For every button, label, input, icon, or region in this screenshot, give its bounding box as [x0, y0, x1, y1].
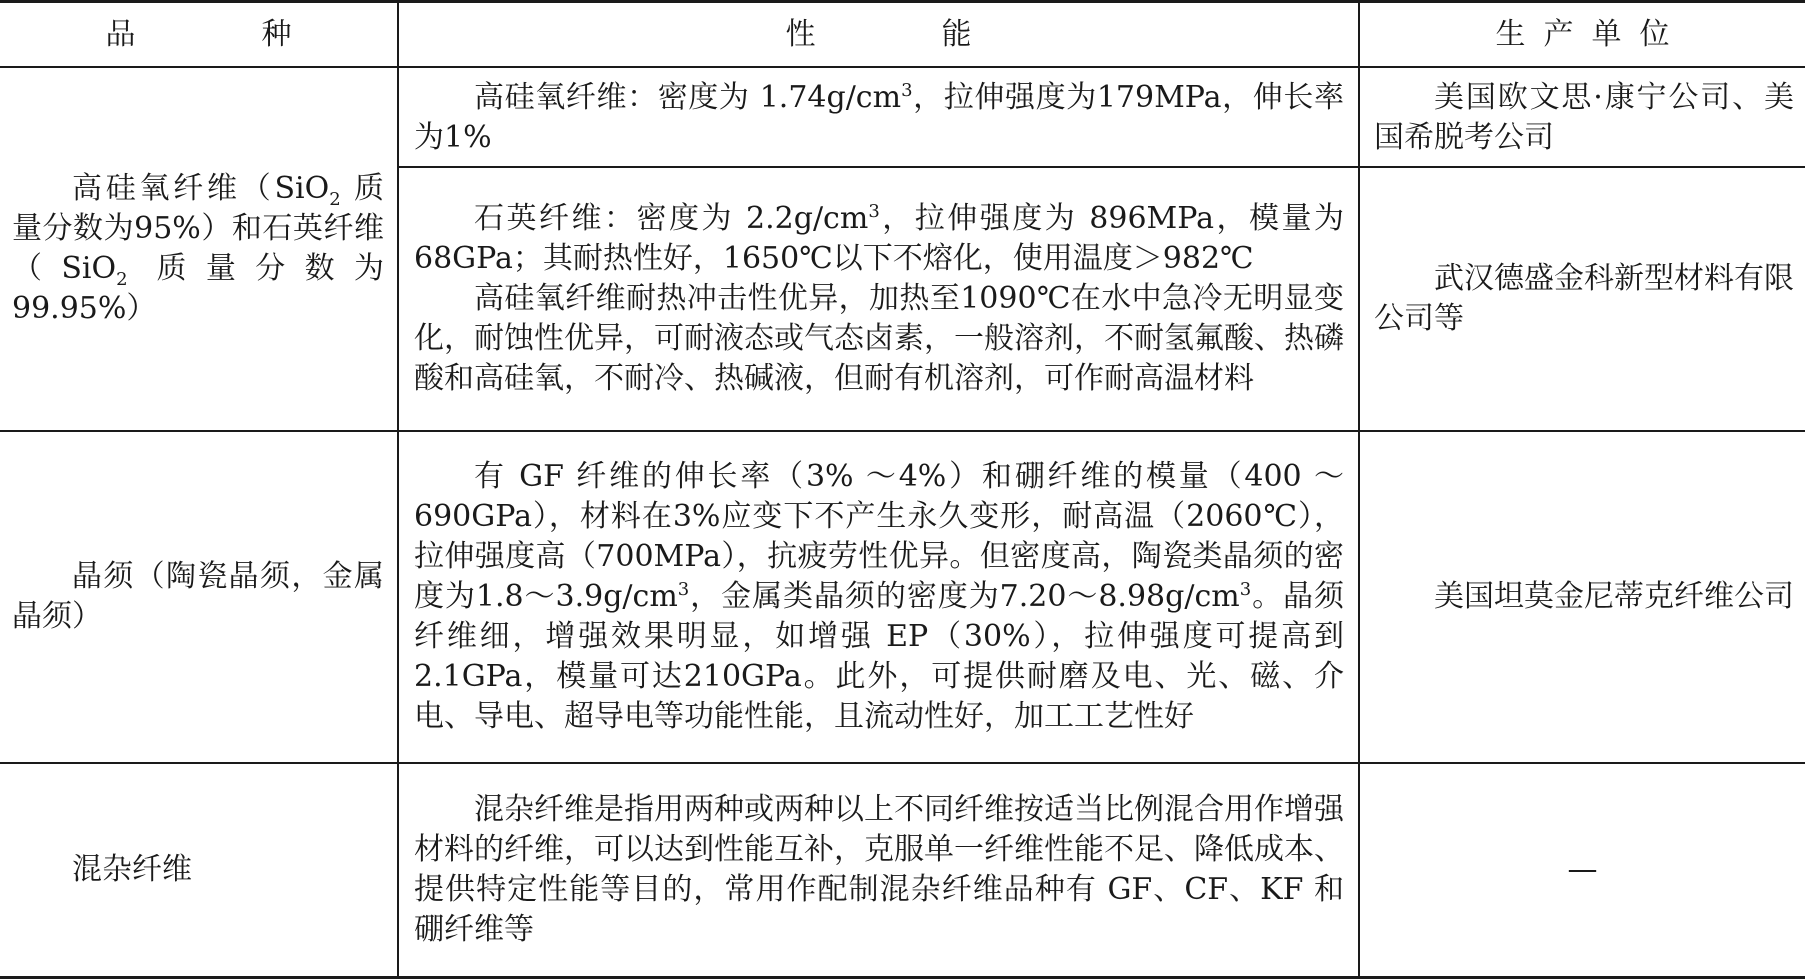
row2-perf-sup-b: 3: [1239, 579, 1252, 600]
row1b-perf-sup: 3: [868, 201, 880, 222]
row2-producer: 美国坦莫金尼蒂克纤维公司: [1434, 579, 1794, 614]
row1-variety-text-b: 质量分数为95%）和石英纤维（SiO: [12, 171, 384, 286]
row1-variety-sub-a: 2: [329, 189, 341, 210]
header-performance-label: 性 能: [785, 16, 1020, 52]
col-divider-1: [397, 0, 399, 979]
header-variety-label: 品 种: [105, 16, 340, 52]
row1a-producer-cell: [1374, 70, 1794, 166]
row1a-perf-text-b: ，拉伸强度为179MPa，伸长率为1%: [414, 80, 1344, 155]
row2-variety: 晶须（陶瓷晶须，金属晶须）: [12, 559, 384, 634]
header-performance: [399, 3, 1358, 66]
row1b-perf-text-b: ，拉伸强度为 896MPa，模量为68GPa；其耐热性好，1650℃以下不熔化，使用温度＞982℃: [414, 201, 1344, 276]
header-producer: [1360, 3, 1805, 66]
row1a-perf-sup: 3: [901, 80, 913, 101]
row1-variety-cell: [12, 68, 384, 430]
row1b-producer: 武汉德盛金科新型材料有限公司等: [1374, 261, 1794, 336]
row1a-performance-cell: [414, 70, 1344, 166]
row3-variety: 混杂纤维: [72, 852, 192, 887]
row2-perf-text-c: 。晶须纤维细，增强效果明显，如增强 EP（30%），拉伸强度可提高到2.1GPa，模量可达210GPa。此外，可提供耐磨及电、光、磁、介电、导电、超导电等功能性能，且流动性好，加工工艺性好: [414, 579, 1345, 734]
row2-perf-sup-a: 3: [677, 579, 690, 600]
row2-perf-text-a: 有 GF 纤维的伸长率（3% ～4%）和硼纤维的模量（400 ～690GPa），材料在3%应变下不产生永久变形，耐高温（2060℃），拉伸强度高（700MPa），抗疲劳性优异。但密度高，陶瓷类晶须的密度为1.8～3.9g/cm: [414, 459, 1344, 614]
row2-variety-cell: [12, 432, 384, 762]
header-producer-label: 生产单位: [1495, 16, 1688, 52]
row1-variety-text-a: 高硅氧纤维（SiO: [72, 171, 330, 206]
row1b-performance-cell: [414, 168, 1344, 430]
row1-variety: [12, 169, 384, 329]
row1-variety-text-c: 质量分数为99.95%）: [12, 251, 384, 326]
row3-variety-cell: [12, 764, 384, 976]
row2-performance: [414, 457, 1344, 737]
row3-producer: —: [1567, 852, 1598, 887]
header-variety: [0, 3, 397, 66]
row1a-performance: [414, 78, 1344, 158]
row2-perf-text-b: ，金属类晶须的密度为7.20～8.98g/cm: [689, 579, 1240, 614]
row1b-performance: [414, 199, 1344, 399]
row1b-perf-para2: 高硅氧纤维耐热冲击性优异，加热至1090℃在水中急冷无明显变化，耐蚀性优异，可耐液态或气态卤素，一般溶剂，不耐氢氟酸、热磷酸和高硅氧，不耐冷、热碱液，但耐有机溶剂，可作耐高温材料: [414, 281, 1344, 396]
row1a-producer: 美国欧文思·康宁公司、美国希脱考公司: [1374, 80, 1794, 155]
row2-producer-cell: [1374, 432, 1794, 762]
row3-performance-cell: [414, 764, 1344, 976]
row1b-producer-cell: [1374, 168, 1794, 430]
row3-performance: 混杂纤维是指用两种或两种以上不同纤维按适当比例混合用作增强材料的纤维，可以达到性能互补，克服单一纤维性能不足、降低成本、提供特定性能等目的，常用作配制混杂纤维品种有 GF、CF、KF 和硼纤维等: [414, 792, 1344, 947]
row1a-perf-text-a: 高硅氧纤维：密度为 1.74g/cm: [474, 80, 902, 115]
row1b-perf-text-a: 石英纤维：密度为 2.2g/cm: [474, 201, 869, 236]
row2-performance-cell: [414, 432, 1344, 762]
row3-producer-cell: [1360, 764, 1805, 976]
row1-variety-sub-b: 2: [116, 269, 128, 290]
